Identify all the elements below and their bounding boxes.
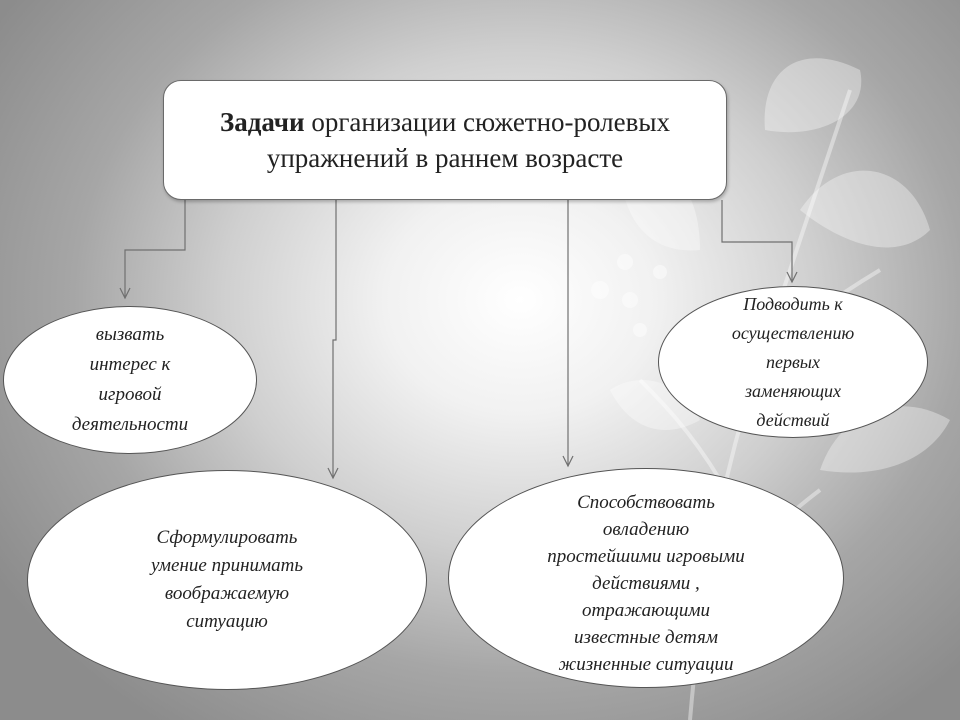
task-text-imaginary-situation: Сформулировать умение принимать воображаемую ситуацию <box>150 527 304 632</box>
title-line1-rest: организации сюжетно-ролевых <box>304 107 671 137</box>
title-line2: упражнений в раннем возрасте <box>266 143 624 173</box>
task-ellipse-game-actions <box>448 468 844 688</box>
task-ellipse-substitute-actions <box>658 286 928 438</box>
diagram-title-box <box>163 80 727 200</box>
connector-to-imaginary <box>333 200 336 478</box>
task-text-substitute-actions: Подводить к осуществлению первых заменяющих действий <box>731 293 855 430</box>
diagram-title <box>220 104 670 176</box>
connector-to-substitute <box>722 200 792 282</box>
connector-to-interest <box>125 200 185 298</box>
title-bold-word: Задачи <box>219 107 305 137</box>
task-ellipse-interest <box>3 306 257 454</box>
task-ellipse-imaginary-situation <box>27 470 427 690</box>
task-text-game-actions: Способствовать овладению простейшими игровыми действиями , отражающими известные детям жизненные ситуации <box>547 491 745 675</box>
task-text-interest: вызвать интерес к игровой деятельности <box>71 324 189 435</box>
